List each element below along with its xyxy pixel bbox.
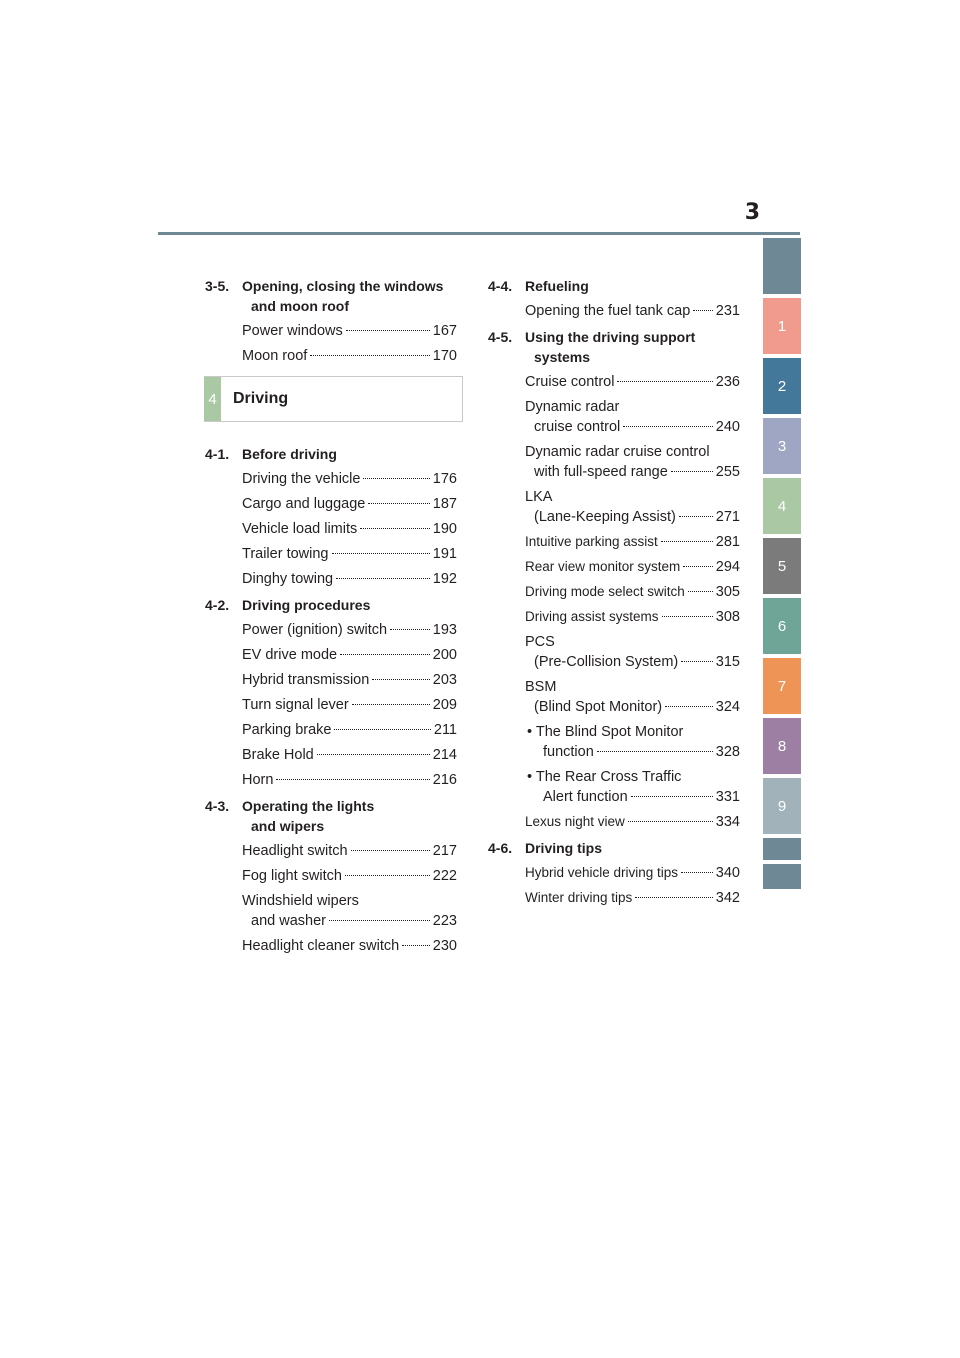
toc-entry[interactable]: Rear view monitor system 294 xyxy=(525,559,740,575)
toc-left-column xyxy=(205,270,457,956)
toc-section-4-5: 4-5. Using the driving support systems Cruise control 236 Dynamic radar cruise control 240 Dynamic radar cruise control with full-speed range 255 LKA (Lane-Keeping Assist) 271 Intuitive parking assist 281 Rear view monitor system 294 Driving mode select switch 305 Driving assist systems 308 PCS (Pre-Collision System) 315 BSM (Blind Spot Monitor) 324 • The Blind Spot Monitor function 328 • The Rear Cross Traffic Alert function 331 Lexus night view 334 xyxy=(488,329,740,830)
toc-entry[interactable]: Dynamic radar cruise control with full-speed range 255 xyxy=(525,444,740,480)
toc-entry[interactable]: Fog light switch 222 xyxy=(242,868,457,884)
chapter-heading xyxy=(204,376,463,422)
section-title: Operating the lights xyxy=(242,798,375,814)
section-number: 3-5. xyxy=(205,278,230,294)
toc-entry[interactable]: Driving mode select switch 305 xyxy=(525,584,740,600)
section-title-cont: and wipers xyxy=(251,818,325,834)
toc-entry[interactable]: Horn 216 xyxy=(242,772,457,788)
toc-entry[interactable]: • The Blind Spot Monitor function 328 xyxy=(527,724,740,760)
toc-entry[interactable]: Headlight cleaner switch 230 xyxy=(242,938,457,954)
toc-entry[interactable]: Power (ignition) switch 193 xyxy=(242,622,457,638)
toc-section-4-6: 4-6. Driving tips Hybrid vehicle driving tips 340 Winter driving tips 342 xyxy=(488,840,740,906)
toc-entry[interactable]: Hybrid vehicle driving tips 340 xyxy=(525,865,740,881)
section-title: Using the driving support xyxy=(525,329,696,345)
toc-entry[interactable]: Opening the fuel tank cap 231 xyxy=(525,303,740,319)
toc-entry[interactable]: Moon roof 170 xyxy=(242,348,457,364)
toc-section-3-5 xyxy=(205,276,457,366)
toc-section-4-2: 4-2. Driving procedures Power (ignition) switch 193 EV drive mode 200 Hybrid transmission 203 Turn signal lever 209 Parking brake 211 Brake Hold 214 Horn 216 xyxy=(205,597,457,788)
toc-entry[interactable]: Headlight switch 217 xyxy=(242,843,457,859)
section-title: Driving tips xyxy=(525,840,603,856)
toc-entry[interactable]: PCS (Pre-Collision System) 315 xyxy=(525,634,740,670)
chapter-tab-blank[interactable] xyxy=(763,238,801,294)
section-title: Before driving xyxy=(242,446,337,462)
toc-entry[interactable]: Windshield wipers and washer 223 xyxy=(242,893,457,929)
toc-entry[interactable]: Cargo and luggage 187 xyxy=(242,496,457,512)
toc-entry[interactable]: LKA (Lane-Keeping Assist) 271 xyxy=(525,489,740,525)
section-title: Opening, closing the windows xyxy=(242,278,444,294)
toc-entry[interactable]: Turn signal lever 209 xyxy=(242,697,457,713)
toc-entry[interactable]: Power windows 167 xyxy=(242,323,457,339)
chapter-tab-index[interactable] xyxy=(763,838,801,860)
chapter-title: Driving xyxy=(233,390,289,407)
toc-entry[interactable]: Dinghy towing 192 xyxy=(242,571,457,587)
page-number: 3 xyxy=(744,200,760,225)
chapter-tab-6[interactable]: 6 xyxy=(763,598,801,654)
toc-section-4-4: 4-4. Refueling Opening the fuel tank cap 231 xyxy=(488,278,740,319)
chapter-tab-4[interactable]: 4 xyxy=(763,478,801,534)
toc-entry[interactable]: Driving the vehicle 176 xyxy=(242,471,457,487)
chapter-tab-8[interactable]: 8 xyxy=(763,718,801,774)
header-rule xyxy=(158,232,800,235)
chapter-tab-9[interactable]: 9 xyxy=(763,778,801,834)
section-title-cont: and moon roof xyxy=(251,298,349,314)
toc-entry[interactable]: Dynamic radar cruise control 240 xyxy=(525,399,740,435)
toc-entry[interactable]: Brake Hold 214 xyxy=(242,747,457,763)
section-title: Driving procedures xyxy=(242,597,371,613)
chapter-tab-5[interactable]: 5 xyxy=(763,538,801,594)
toc-right-column xyxy=(488,270,740,908)
chapter-tab-end[interactable] xyxy=(763,864,801,889)
toc-entry[interactable]: EV drive mode 200 xyxy=(242,647,457,663)
toc-entry[interactable]: Parking brake 211 xyxy=(242,722,457,738)
chapter-number: 4 xyxy=(204,377,221,421)
toc-entry[interactable]: Driving assist systems 308 xyxy=(525,609,740,625)
toc-entry[interactable]: Cruise control 236 xyxy=(525,374,740,390)
toc-entry[interactable]: Lexus night view 334 xyxy=(525,814,740,830)
toc-entry[interactable]: • The Rear Cross Traffic Alert function 331 xyxy=(527,769,740,805)
toc-entry[interactable]: Vehicle load limits 190 xyxy=(242,521,457,537)
chapter-tab-7[interactable]: 7 xyxy=(763,658,801,714)
toc-section-4-3: 4-3. Operating the lights and wipers Headlight switch 217 Fog light switch 222 Windshield wipers and washer 223 Headlight cleaner switch 230 xyxy=(205,798,457,954)
chapter-tab-2[interactable]: 2 xyxy=(763,358,801,414)
toc-entry[interactable]: Winter driving tips 342 xyxy=(525,890,740,906)
section-title: Refueling xyxy=(525,278,589,294)
toc-section-4-1: 4-1. Before driving Driving the vehicle 176 Cargo and luggage 187 Vehicle load limits 190 Trailer towing 191 Dinghy towing 192 xyxy=(205,446,457,587)
chapter-tab-1[interactable]: 1 xyxy=(763,298,801,354)
chapter-tab-3[interactable]: 3 xyxy=(763,418,801,474)
toc-entry[interactable]: Intuitive parking assist 281 xyxy=(525,534,740,550)
section-title-cont: systems xyxy=(534,349,591,365)
toc-entry[interactable]: Trailer towing 191 xyxy=(242,546,457,562)
toc-entry[interactable]: Hybrid transmission 203 xyxy=(242,672,457,688)
toc-entry[interactable]: BSM (Blind Spot Monitor) 324 xyxy=(525,679,740,715)
